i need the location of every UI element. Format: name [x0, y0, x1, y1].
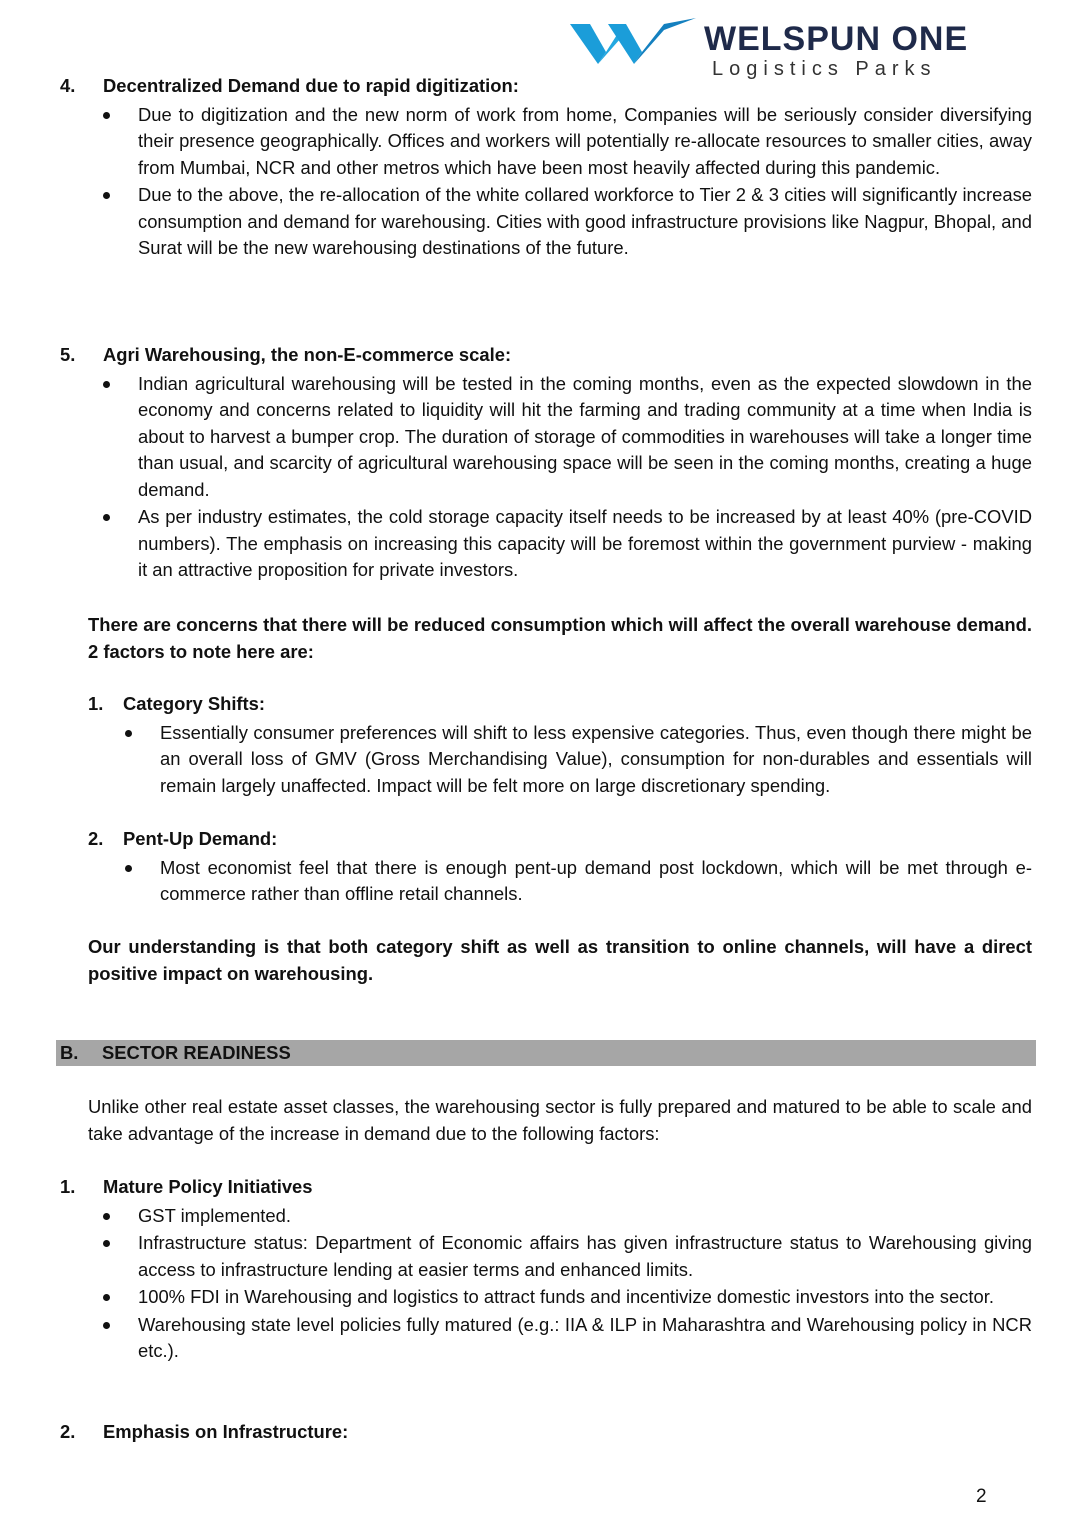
policy-heading	[0, 1174, 1080, 1201]
bullet-icon	[103, 1240, 110, 1247]
section-number: 1.	[60, 1176, 76, 1197]
factor-title: Pent-Up Demand:	[123, 828, 278, 849]
concerns-paragraph: There are concerns that there will be reduced consumption which will affect the overall warehouse demand. 2 factors to note here are:	[88, 614, 1032, 662]
list-item: Essentially consumer preferences will shift to less expensive categories. Thus, even though there might be an overall loss of GMV (Gross Merchandising Value), consumption for non-durables and essentials will remain largely unaffected. Impact will be felt more on large discretionary spending.	[0, 720, 1032, 800]
bullet-icon	[103, 1294, 110, 1301]
section-policy-initiatives	[0, 1174, 1080, 1366]
factor-number: 2.	[88, 828, 104, 849]
list-item: Infrastructure status: Department of Economic affairs has given infrastructure status to Warehousing giving access to infrastructure lending at easier terms and enhanced limits.	[0, 1230, 1032, 1283]
bullet-icon	[125, 730, 132, 737]
section-4	[0, 73, 1080, 263]
bullet-list	[0, 855, 1080, 908]
section-title: Agri Warehousing, the non-E-commerce scale:	[103, 344, 512, 365]
bullet-list	[0, 720, 1080, 800]
bullet-icon	[103, 192, 110, 199]
section-infrastructure	[0, 1419, 1080, 1446]
brand-logo	[568, 12, 988, 80]
section-b-header	[56, 1040, 1036, 1066]
factor-category-shifts	[0, 691, 1080, 800]
bullet-list	[0, 102, 1080, 262]
section-letter: B.	[60, 1042, 79, 1063]
list-item: Warehousing state level policies fully matured (e.g.: IIA & ILP in Maharashtra and Warehousing policy in NCR etc.).	[0, 1312, 1032, 1365]
list-item: Due to digitization and the new norm of work from home, Companies will be seriously consider diversifying their presence geographically. Offices and workers will potentially re-allocate resources to smaller cities, away from Mumbai, NCR and other metros which have been most heavily affected during this pandemic.	[0, 102, 1032, 182]
section-title: Emphasis on Infrastructure:	[103, 1421, 349, 1442]
section-5	[0, 342, 1080, 585]
section-number: 4.	[60, 75, 76, 96]
bullet-icon	[103, 112, 110, 119]
brand-tagline: Logistics Parks	[712, 58, 937, 80]
list-item: GST implemented.	[0, 1203, 1032, 1230]
section-title: SECTOR READINESS	[102, 1042, 291, 1063]
list-item: Indian agricultural warehousing will be tested in the coming months, even as the expected slowdown in the economy and concerns related to liquidity will hit the farming and trading community at a time when India is about to harvest a bumper crop. The duration of storage of commodities in warehouses will take a longer time than usual, and scarcity of agricultural warehousing space will be seen in the coming months, creating a huge demand.	[0, 371, 1032, 504]
bullet-list	[0, 1203, 1080, 1365]
page-number: 2	[976, 1486, 987, 1507]
welspun-w-icon	[568, 16, 698, 68]
section-number: 2.	[60, 1421, 76, 1442]
section-number: 5.	[60, 344, 76, 365]
list-item: As per industry estimates, the cold storage capacity itself needs to be increased by at least 40% (pre-COVID numbers). The emphasis on increasing this capacity will be foremost within the government purview - making it an attractive proposition for private investors.	[0, 504, 1032, 584]
factor-2-heading	[0, 826, 1080, 853]
brand-name: WELSPUN ONE	[704, 20, 969, 58]
factor-number: 1.	[88, 693, 104, 714]
section-5-heading	[0, 342, 1080, 369]
bullet-icon	[103, 381, 110, 388]
list-item: Due to the above, the re-allocation of the white collared workforce to Tier 2 & 3 cities will significantly increase consumption and demand for warehousing. Cities with good infrastructure provisions like Nagpur, Bhopal, and Surat will be the new warehousing destinations of the future.	[0, 182, 1032, 262]
infrastructure-heading	[0, 1419, 1080, 1446]
bullet-list	[0, 371, 1080, 584]
understanding-paragraph: Our understanding is that both category shift as well as transition to online channels, will have a direct positive impact on warehousing.	[88, 936, 1032, 984]
list-item: Most economist feel that there is enough pent-up demand post lockdown, which will be met through e-commerce rather than offline retail channels.	[0, 855, 1032, 908]
section-4-heading	[0, 73, 1080, 100]
bullet-icon	[103, 1322, 110, 1329]
bullet-icon	[103, 514, 110, 521]
section-title: Decentralized Demand due to rapid digitization:	[103, 75, 519, 96]
intro-paragraph: Unlike other real estate asset classes, the warehousing sector is fully prepared and matured to be able to scale and take advantage of the increase in demand due to the following factors:	[88, 1096, 1032, 1144]
factor-title: Category Shifts:	[123, 693, 266, 714]
bullet-icon	[103, 1213, 110, 1220]
bullet-icon	[125, 865, 132, 872]
list-item: 100% FDI in Warehousing and logistics to attract funds and incentivize domestic investors into the sector.	[0, 1284, 1032, 1311]
factor-1-heading	[0, 691, 1080, 718]
section-title: Mature Policy Initiatives	[103, 1176, 313, 1197]
factor-pent-up-demand	[0, 826, 1080, 909]
